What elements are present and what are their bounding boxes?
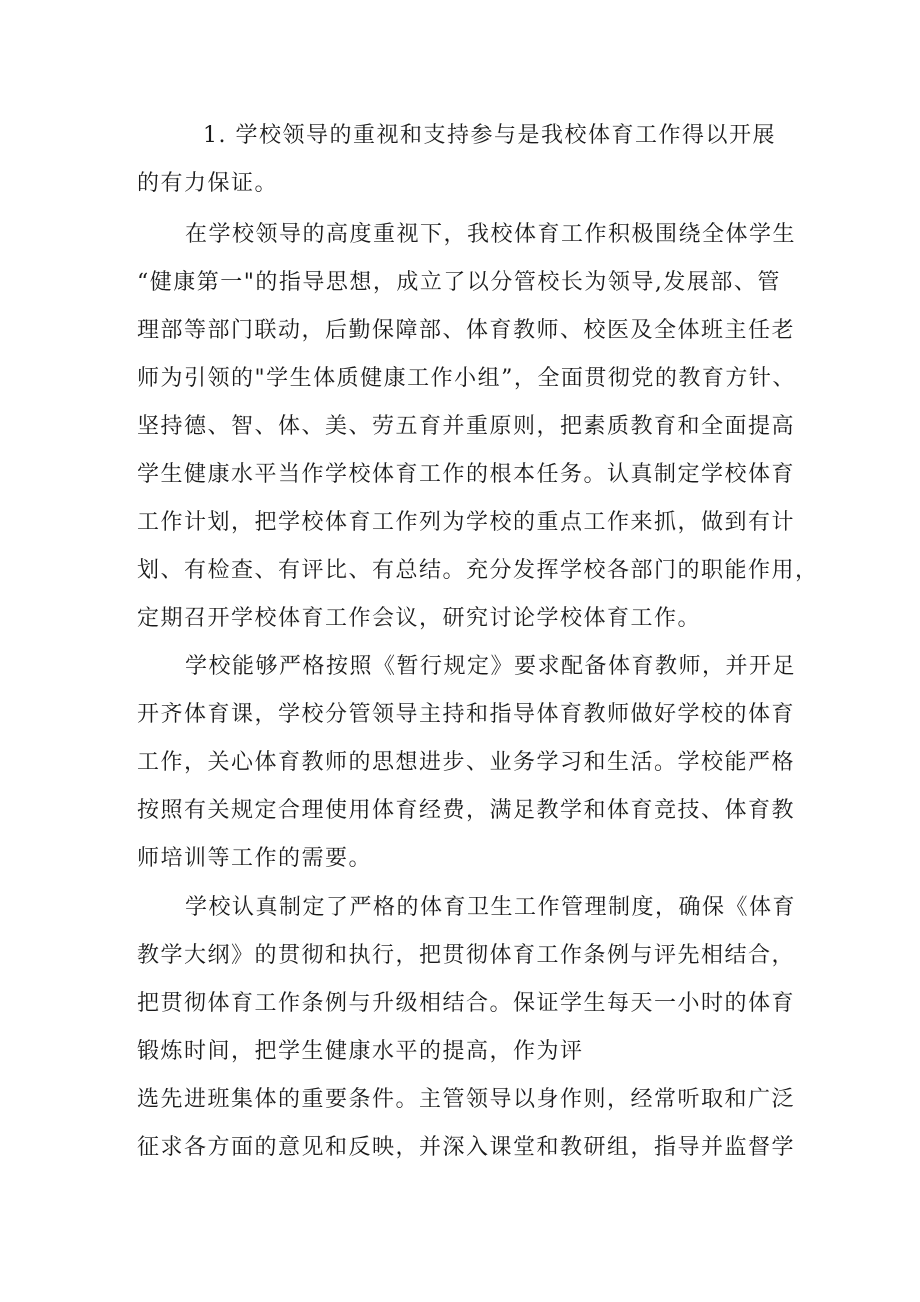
- paragraph-2-line-3: 工作，关心体育教师的思想进步、业务学习和生活。学校能严格: [137, 750, 796, 775]
- paragraph-3-line-5: 选先进班集体的重要条件。主管领导以身作则，经常听取和广泛: [137, 1087, 796, 1112]
- paragraph-1-line-1: 在学校领导的高度重视下，我校体育工作积极围绕全体学生: [185, 222, 797, 247]
- paragraph-1-line-4: 师为引领的"学生体质健康工作小组”，全面贯彻党的教育方针、: [137, 366, 796, 391]
- paragraph-1-line-6: 学生健康水平当作学校体育工作的根本任务。认真制定学校体育: [137, 462, 796, 487]
- paragraph-2-line-2: 开齐体育课，学校分管领导主持和指导体育教师做好学校的体育: [137, 702, 796, 727]
- paragraph-3-line-6: 征求各方面的意见和反映，并深入课堂和教研组，指导并监督学: [137, 1135, 796, 1160]
- paragraph-3-line-4: 锻炼时间，把学生健康水平的提高，作为评: [137, 1039, 584, 1064]
- paragraph-2-line-4: 按照有关规定合理使用体育经费，满足教学和体育竞技、体育教: [137, 798, 796, 823]
- section-heading-line-2: 的有力保证。: [137, 171, 279, 196]
- paragraph-1-line-2: “健康第一"的指导思想，成立了以分管校长为领导,发展部、管: [137, 270, 781, 295]
- paragraph-1-line-5: 坚持德、智、体、美、劳五育并重原则，把素质教育和全面提高: [137, 414, 796, 439]
- paragraph-3-line-3: 把贯彻体育工作条例与升级相结合。保证学生每天一小时的体育: [137, 991, 796, 1016]
- paragraph-2-line-5: 师培训等工作的需要。: [137, 846, 373, 871]
- paragraph-1-line-3: 理部等部门联动，后勤保障部、体育教师、校医及全体班主任老: [137, 318, 796, 343]
- paragraph-3-line-1: 学校认真制定了严格的体育卫生工作管理制度，确保《体育: [185, 895, 797, 920]
- paragraph-3-line-2: 教学大纲》的贯彻和执行，把贯彻体育工作条例与评先相结合，: [137, 943, 796, 968]
- paragraph-2-line-1: 学校能够严格按照《暂行规定》要求配备体育教师，并开足: [185, 654, 797, 679]
- section-heading-line-1: 1. 学校领导的重视和支持参与是我校体育工作得以开展: [203, 123, 776, 148]
- paragraph-1-line-8: 划、有检查、有评比、有总结。充分发挥学校各部门的职能作用，: [137, 558, 819, 583]
- paragraph-1-line-9: 定期召开学校体育工作会议，研究讨论学校体育工作。: [137, 606, 702, 631]
- paragraph-1-line-7: 工作计划，把学校体育工作列为学校的重点工作来抓，做到有计: [137, 510, 796, 535]
